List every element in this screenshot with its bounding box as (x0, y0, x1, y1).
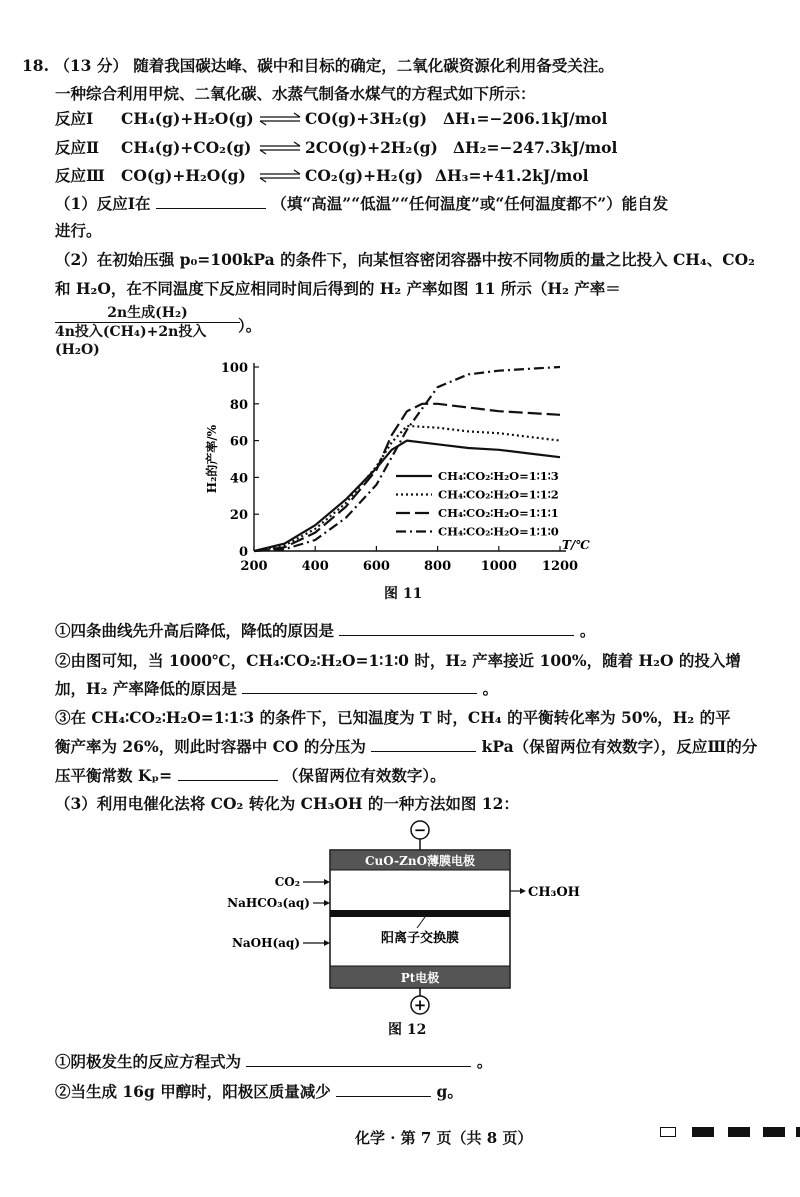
q2-3-line1: ③在 CH₄∶CO₂∶H₂O=1∶1∶3 的条件下，已知温度为 T 时，CH₄ 的平衡转化率为 50%，H₂ 的平 (55, 708, 731, 727)
part1-line1: （1）反应Ⅰ在 （填“高温”“低温”“任何温度”或“任何温度都不”）能自发 (55, 194, 669, 213)
question-points: （13 分） (54, 56, 128, 75)
y-tick-label: 60 (229, 434, 248, 450)
co2-arrow-icon (324, 879, 330, 885)
figure-12-diagram (225, 818, 645, 1018)
answer-blank-1[interactable] (156, 194, 266, 209)
question-intro: 随着我国碳达峰、碳中和目标的确定，二氧化碳资源化利用备受关注。 (133, 56, 614, 75)
scan-mark (692, 1127, 714, 1137)
reaction-products: CO₂(g)+H₂(g) (305, 166, 424, 185)
q3-2: ②当生成 16g 甲醇时，阳极区质量减少 g。 (55, 1082, 463, 1101)
q3-1: ①阴极发生的反应方程式为 。 (55, 1052, 493, 1071)
anode-label: Pt电极 (400, 971, 440, 985)
equilibrium-arrow-icon (258, 138, 302, 158)
legend-label: CH₄∶CO₂∶H₂O=1∶1∶1 (438, 506, 559, 520)
y-tick-label: 20 (229, 508, 248, 524)
nahco3-arrow-icon (324, 900, 330, 906)
answer-blank-4[interactable] (371, 737, 476, 752)
question-intro2: 一种综合利用甲烷、二氧化碳、水蒸气制备水煤气的方程式如下所示： (55, 84, 536, 103)
y-tick-label: 80 (229, 397, 248, 413)
reaction-label: 反应Ⅰ (55, 109, 94, 128)
part2-line1: （2）在初始压强 p₀=100kPa 的条件下，向某恒容密闭容器中按不同物质的量之比投入 CH₄、CO₂ (55, 250, 755, 269)
x-tick-label: 200 (240, 559, 268, 574)
fraction-denominator: 4n投入(CH₄)+2n投入(H₂O) (55, 322, 240, 359)
q2-3-line3: 压平衡常数 Kₚ= （保留两位有效数字）。 (55, 766, 446, 785)
equilibrium-arrow-icon (258, 109, 302, 129)
scan-mark (728, 1127, 750, 1137)
part3-intro: （3）利用电催化法将 CO₂ 转化为 CH₃OH 的一种方法如图 12： (55, 794, 519, 813)
naoh-arrow-icon (324, 940, 330, 946)
naoh-input-label: NaOH(aq) (231, 936, 300, 950)
reaction-label: 反应Ⅲ (55, 166, 105, 185)
reaction-reactants: CH₄(g)+CO₂(g) (121, 138, 252, 157)
reaction-enthalpy: ΔH₃=+41.2kJ/mol (435, 166, 589, 185)
x-tick-label: 400 (301, 559, 329, 574)
figure-11-caption: 图 11 (384, 586, 423, 602)
x-axis-label: T/℃ (562, 538, 590, 552)
fraction-close: ）。 (238, 316, 262, 335)
nahco3-input-label: NaHCO₃(aq) (227, 896, 310, 910)
y-tick-label: 40 (229, 471, 248, 487)
reaction-enthalpy: ΔH₂=−247.3kJ/mol (453, 138, 618, 157)
y-tick-label: 0 (238, 545, 248, 560)
figure-11-chart (200, 355, 600, 600)
fraction-numerator: 2n生成(H₂) (107, 305, 188, 321)
reaction-reactants: CH₄(g)+H₂O(g) (121, 109, 254, 128)
q2-2-line2: 加，H₂ 产率降低的原因是 。 (55, 679, 499, 698)
positive-sign: + (413, 996, 427, 1014)
page-footer: 化学 · 第 7 页（共 8 页） (355, 1129, 533, 1147)
q2-3-line2: 衡产率为 26%，则此时容器中 CO 的分压为 kPa（保留两位有效数字），反应Ⅲ的分 (55, 737, 758, 756)
ch3oh-arrow-icon (520, 888, 526, 894)
question-header (22, 56, 614, 76)
cation-exchange-membrane (330, 910, 510, 917)
legend-label: CH₄∶CO₂∶H₂O=1∶1∶0 (438, 524, 559, 539)
part2-line2: 和 H₂O，在不同温度下反应相同时间后得到的 H₂ 产率如图 11 所示（H₂ 产率＝ (55, 279, 621, 298)
x-tick-label: 1000 (480, 559, 517, 574)
series-line (254, 367, 560, 551)
legend-label: CH₄∶CO₂∶H₂O=1∶1∶3 (438, 469, 559, 483)
q2-2-line1: ②由图可知，当 1000℃，CH₄∶CO₂∶H₂O=1∶1∶0 时，H₂ 产率接近 100%，随着 H₂O 的投入增 (55, 651, 741, 670)
reaction-label: 反应Ⅱ (55, 138, 100, 157)
scan-mark (763, 1127, 785, 1137)
question-number: 18. (22, 56, 49, 75)
answer-blank-7[interactable] (336, 1082, 431, 1097)
reaction-products: 2CO(g)+2H₂(g) (305, 138, 438, 157)
scan-mark (796, 1127, 800, 1137)
equilibrium-arrow-icon (258, 166, 302, 186)
co2-input-label: CO₂ (274, 875, 300, 889)
negative-sign: − (413, 821, 427, 839)
cathode-label: CuO-ZnO薄膜电极 (364, 854, 476, 868)
reaction-products: CO(g)+3H₂(g) (305, 109, 428, 128)
answer-blank-2[interactable] (339, 621, 574, 636)
q2-1: ①四条曲线先升高后降低，降低的原因是 。 (55, 621, 596, 640)
answer-blank-3[interactable] (242, 679, 477, 694)
scan-mark-hollow (660, 1127, 676, 1137)
x-tick-label: 600 (362, 559, 390, 574)
yield-fraction (55, 304, 240, 359)
answer-blank-5[interactable] (178, 766, 278, 781)
figure-12-caption: 图 12 (388, 1022, 427, 1038)
y-tick-label: 100 (220, 361, 248, 376)
part1-line2: 进行。 (55, 221, 102, 240)
reaction-enthalpy: ΔH₁=−206.1kJ/mol (443, 109, 608, 128)
y-axis-label: H₂的产率/% (205, 424, 219, 494)
answer-blank-6[interactable] (246, 1052, 471, 1067)
membrane-label: 阳离子交换膜 (380, 931, 460, 946)
x-tick-label: 1200 (541, 559, 579, 574)
ch3oh-output-label: CH₃OH (528, 885, 580, 900)
reaction-reactants: CO(g)+H₂O(g) (121, 166, 246, 185)
x-tick-label: 800 (424, 559, 452, 574)
legend-label: CH₄∶CO₂∶H₂O=1∶1∶2 (438, 487, 559, 502)
